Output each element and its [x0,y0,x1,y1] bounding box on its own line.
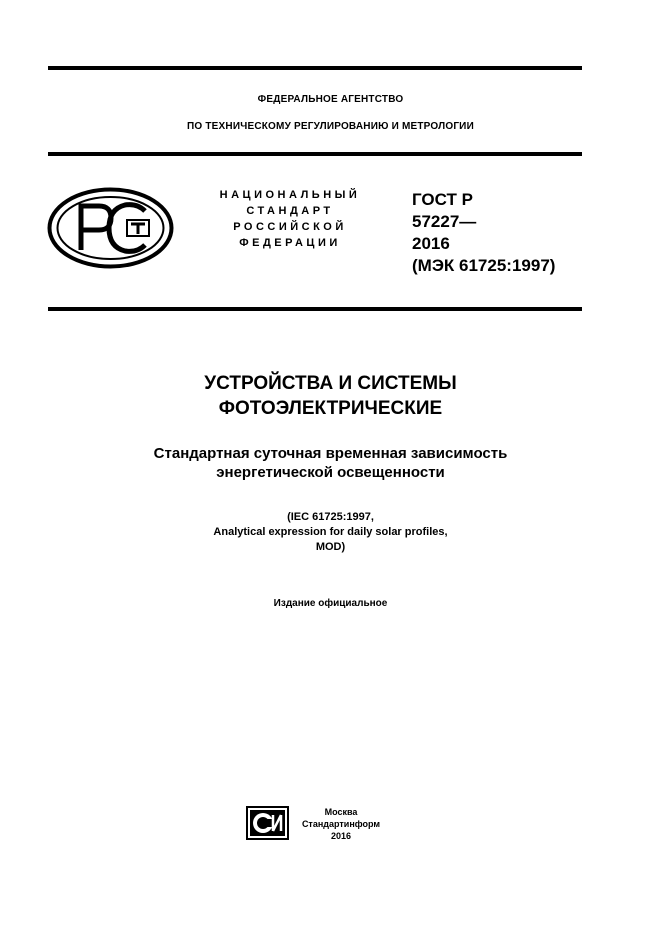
subtitle-line-2: энергетической освещенности [216,464,445,481]
designation-line-3: 2016 [412,234,450,253]
iec-reference [0,510,661,555]
standard-caption [205,187,375,251]
caption-line-3: РОССИЙСКОЙ [233,221,347,233]
publisher-name: Стандартинформ [301,819,381,829]
designation-line-4: (МЭК 61725:1997) [412,256,556,275]
subtitle-line-1: Стандартная суточная временная зависимость [153,445,508,462]
agency-line-2: ПО ТЕХНИЧЕСКОМУ РЕГУЛИРОВАНИЮ И МЕТРОЛОГИИ [187,121,474,132]
standard-designation [412,189,555,277]
publisher [294,806,388,842]
designation-line-1: ГОСТ Р [412,190,473,209]
standartinform-logo-icon [246,806,289,840]
publisher-city: Москва [324,807,358,817]
edition-note: Издание официальное [273,598,388,609]
header-rule [48,152,582,156]
main-title-line-2: ФОТОЭЛЕКТРИЧЕСКИЕ [218,398,443,419]
designation-line-2: 57227— [412,212,477,231]
iec-reference-line-1: (IEC 61725:1997, [287,511,374,523]
agency-line-1: ФЕДЕРАЛЬНОЕ АГЕНТСТВО [257,94,404,105]
subtitle [0,444,661,482]
caption-line-2: СТАНДАРТ [246,205,334,217]
main-title-line-1: УСТРОЙСТВА И СИСТЕМЫ [204,373,457,394]
iec-reference-line-3: MOD) [315,541,346,553]
caption-line-4: ФЕДЕРАЦИИ [239,237,341,249]
publisher-year: 2016 [330,831,352,841]
caption-line-1: НАЦИОНАЛЬНЫЙ [219,189,361,201]
iec-reference-line-2: Analytical expression for daily solar profiles, [213,526,448,538]
block-rule [48,307,582,311]
top-rule [48,66,582,70]
main-title [0,371,661,421]
gost-rst-logo-icon [47,187,174,269]
